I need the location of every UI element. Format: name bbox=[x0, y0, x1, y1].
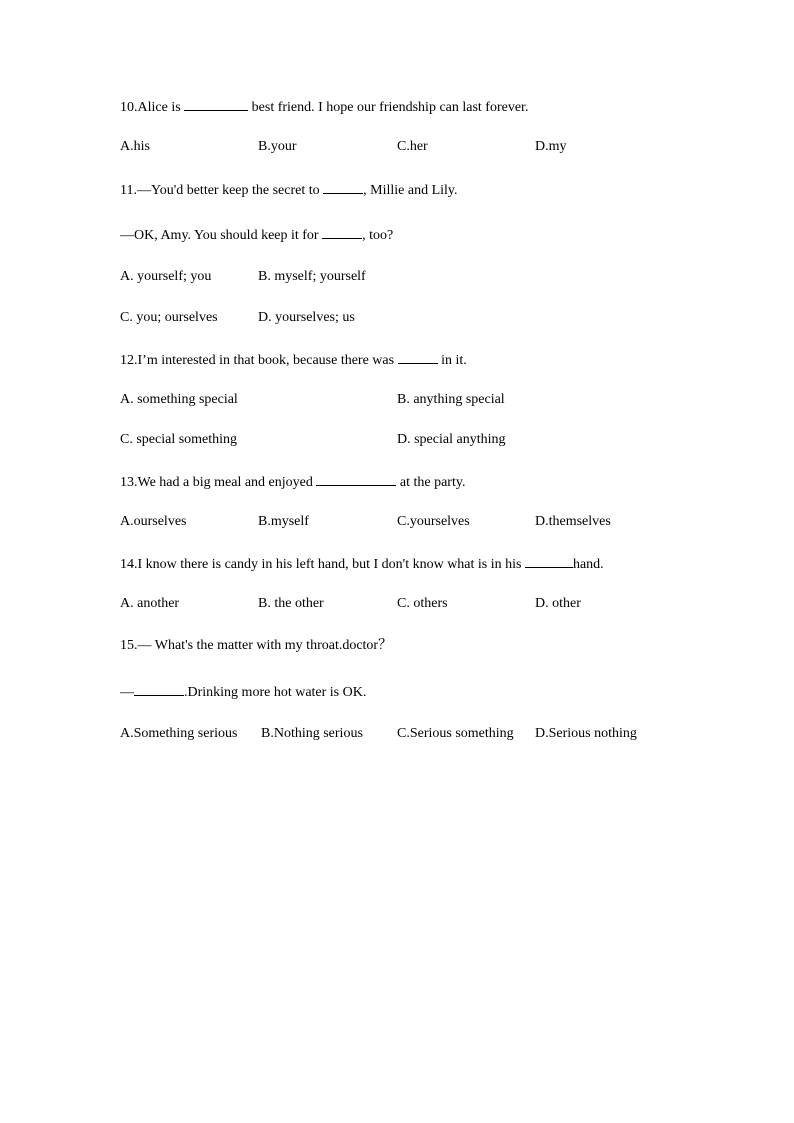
question-14-stem-part-1: 14.I know there is candy in his left hand, but I don't know what is in his bbox=[120, 557, 525, 572]
answer-blank bbox=[398, 350, 438, 364]
question-14-stem bbox=[120, 554, 604, 572]
question-11-option-c: C. you; ourselves bbox=[120, 310, 218, 325]
answer-blank bbox=[134, 682, 184, 696]
question-13-stem-part-2: at the party. bbox=[396, 475, 466, 490]
question-10-option-c: C.her bbox=[397, 139, 428, 154]
question-13-stem bbox=[120, 472, 465, 490]
question-13-stem-part-1: 13.We had a big meal and enjoyed bbox=[120, 475, 317, 490]
answer-blank bbox=[525, 554, 573, 568]
question-15-reply-part-2: .Drinking more hot water is OK. bbox=[184, 685, 367, 700]
question-15-option-d: D.Serious nothing bbox=[535, 726, 637, 741]
question-12-option-b: B. anything special bbox=[397, 392, 505, 407]
answer-blank bbox=[322, 225, 362, 239]
question-10-option-a: A.his bbox=[120, 139, 150, 154]
question-11-option-b: B. myself; yourself bbox=[258, 269, 366, 284]
question-12-stem bbox=[120, 350, 467, 368]
question-11-stem-part-1: 11.—You'd better keep the secret to bbox=[120, 183, 324, 198]
question-14-option-d: D. other bbox=[535, 596, 581, 611]
question-14-option-a: A. another bbox=[120, 596, 180, 611]
answer-blank bbox=[316, 472, 396, 486]
question-10-stem-part-1: 10.Alice is bbox=[120, 100, 185, 115]
question-12-stem-part-2: in it. bbox=[437, 353, 467, 368]
question-12-stem-part-1: 12.I’m interested in that book, because there was bbox=[120, 353, 398, 368]
question-15-option-c: C.Serious something bbox=[397, 726, 514, 741]
question-15-stem-part-1: 15.— What's the matter with my throat.doctor？ bbox=[120, 638, 393, 653]
question-14-option-c: C. others bbox=[397, 596, 448, 611]
question-15-option-b: B.Nothing serious bbox=[261, 726, 363, 741]
question-11-option-d: D. yourselves; us bbox=[258, 310, 355, 325]
question-10-option-b: B.your bbox=[258, 139, 297, 154]
question-15-option-a: A.Something serious bbox=[120, 726, 238, 741]
question-15-stem bbox=[120, 637, 392, 655]
question-11-option-a: A. yourself; you bbox=[120, 269, 212, 284]
question-10-stem-part-2: best friend. I hope our friendship can last forever. bbox=[248, 100, 529, 115]
question-11-stem bbox=[120, 180, 458, 198]
question-11-stem-part-2: , Millie and Lily. bbox=[363, 183, 458, 198]
question-13-option-b: B.myself bbox=[258, 514, 309, 529]
question-13-option-a: A.ourselves bbox=[120, 514, 187, 529]
question-15-reply bbox=[120, 682, 366, 700]
question-12-option-d: D. special anything bbox=[397, 432, 506, 447]
answer-blank bbox=[184, 97, 248, 111]
question-10-stem bbox=[120, 97, 528, 115]
question-14-option-b: B. the other bbox=[258, 596, 324, 611]
question-13-option-c: C.yourselves bbox=[397, 514, 470, 529]
question-11-reply-part-2: , too? bbox=[362, 228, 394, 243]
question-13-option-d: D.themselves bbox=[535, 514, 611, 529]
question-11-reply bbox=[120, 225, 393, 243]
question-15-reply-part-1: — bbox=[120, 685, 134, 700]
question-10-option-d: D.my bbox=[535, 139, 567, 154]
question-12-option-c: C. special something bbox=[120, 432, 238, 447]
answer-blank bbox=[323, 180, 363, 194]
question-12-option-a: A. something special bbox=[120, 392, 238, 407]
question-11-reply-part-1: —OK, Amy. You should keep it for bbox=[120, 228, 323, 243]
question-14-stem-part-2: hand. bbox=[572, 557, 604, 572]
